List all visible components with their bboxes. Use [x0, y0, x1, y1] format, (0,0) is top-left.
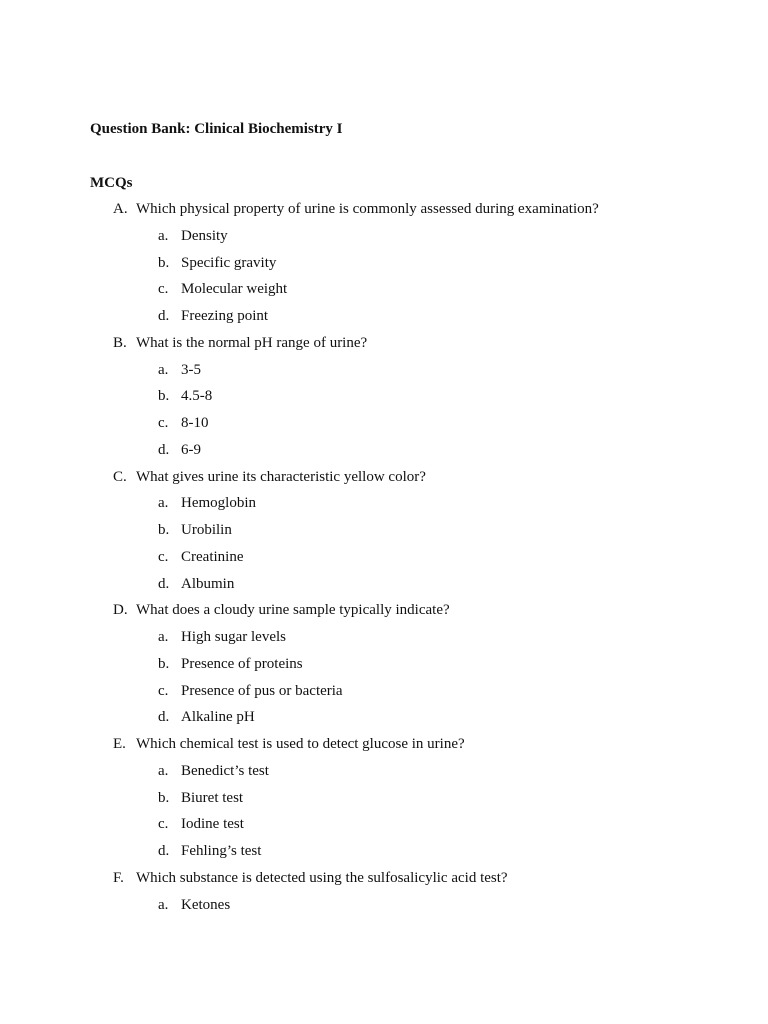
option-text: Hemoglobin: [181, 495, 256, 512]
question-d: [0, 600, 768, 734]
option-item: [0, 520, 768, 547]
option-letter: a.: [158, 896, 169, 913]
question-f: [0, 868, 768, 922]
document-title: Question Bank: Clinical Biochemistry I: [90, 121, 343, 137]
option-list: [0, 226, 768, 333]
option-letter: c.: [158, 816, 169, 833]
option-letter: d.: [158, 709, 170, 726]
option-letter: a.: [158, 495, 169, 512]
option-letter: b.: [158, 655, 170, 672]
option-item: [0, 895, 768, 922]
option-letter: a.: [158, 361, 169, 378]
option-letter: d.: [158, 575, 170, 592]
option-item: [0, 627, 768, 654]
option-text: Urobilin: [181, 522, 232, 538]
question-e: [0, 734, 768, 868]
option-item: [0, 226, 768, 253]
option-text: Freezing point: [181, 308, 269, 324]
option-item: [0, 306, 768, 333]
question-text: What gives urine its characteristic yellow color?: [136, 468, 426, 485]
option-list: [0, 493, 768, 600]
option-text: Density: [181, 227, 228, 244]
option-letter: b.: [158, 388, 170, 405]
option-item: [0, 279, 768, 306]
question-letter: F.: [113, 869, 124, 886]
option-list: [0, 761, 768, 868]
option-text: Specific gravity: [181, 254, 277, 271]
option-item: [0, 654, 768, 681]
option-item: [0, 707, 768, 734]
option-text: Alkaline pH: [181, 709, 255, 726]
option-item: [0, 841, 768, 868]
question-letter: E.: [113, 736, 126, 752]
option-text: 3-5: [181, 361, 201, 378]
option-letter: a.: [158, 762, 169, 779]
question-letter: D.: [113, 602, 128, 619]
option-item: [0, 681, 768, 708]
option-item: [0, 253, 768, 280]
option-list: [0, 627, 768, 734]
option-text: Biuret test: [181, 789, 244, 806]
option-letter: d.: [158, 441, 170, 458]
option-letter: d.: [158, 843, 170, 859]
question-text: Which chemical test is used to detect glucose in urine?: [136, 736, 465, 752]
question-text: What is the normal pH range of urine?: [136, 334, 368, 351]
option-item: [0, 413, 768, 440]
option-letter: a.: [158, 227, 169, 244]
option-letter: c.: [158, 281, 169, 298]
option-letter: c.: [158, 415, 169, 431]
question-text: Which substance is detected using the sulfosalicylic acid test?: [136, 869, 508, 886]
question-letter: B.: [113, 334, 127, 351]
option-text: Iodine test: [181, 816, 244, 833]
option-item: [0, 493, 768, 520]
option-text: Benedict’s test: [181, 762, 269, 779]
option-text: Creatinine: [181, 548, 244, 565]
option-letter: b.: [158, 522, 170, 538]
option-item: [0, 440, 768, 467]
option-text: High sugar levels: [181, 629, 286, 645]
question-letter: A.: [113, 201, 128, 217]
option-item: [0, 788, 768, 815]
option-item: [0, 574, 768, 601]
option-list: [0, 360, 768, 467]
option-item: [0, 360, 768, 387]
option-text: Presence of proteins: [181, 655, 303, 672]
option-item: [0, 386, 768, 413]
option-item: [0, 761, 768, 788]
option-text: Molecular weight: [181, 281, 288, 298]
question-letter: C.: [113, 468, 127, 485]
option-item: [0, 547, 768, 574]
option-text: Fehling’s test: [181, 843, 262, 859]
option-text: 6-9: [181, 441, 201, 458]
option-text: 8-10: [181, 415, 209, 431]
question-list: [0, 199, 768, 921]
option-item: [0, 814, 768, 841]
option-letter: c.: [158, 548, 169, 565]
question-text: What does a cloudy urine sample typically indicate?: [136, 602, 450, 619]
option-text: Albumin: [181, 575, 235, 592]
option-letter: a.: [158, 629, 169, 645]
question-b: [0, 333, 768, 467]
section-heading-mcqs: MCQs: [90, 175, 133, 191]
question-text: Which physical property of urine is commonly assessed during examination?: [136, 201, 599, 217]
option-text: 4.5-8: [181, 388, 213, 405]
option-letter: c.: [158, 682, 169, 699]
option-letter: b.: [158, 789, 170, 806]
question-c: [0, 467, 768, 601]
option-letter: b.: [158, 254, 170, 271]
option-text: Ketones: [181, 896, 231, 913]
option-text: Presence of pus or bacteria: [181, 682, 343, 699]
option-letter: d.: [158, 308, 170, 324]
question-a: [0, 199, 768, 333]
option-list: [0, 895, 768, 922]
